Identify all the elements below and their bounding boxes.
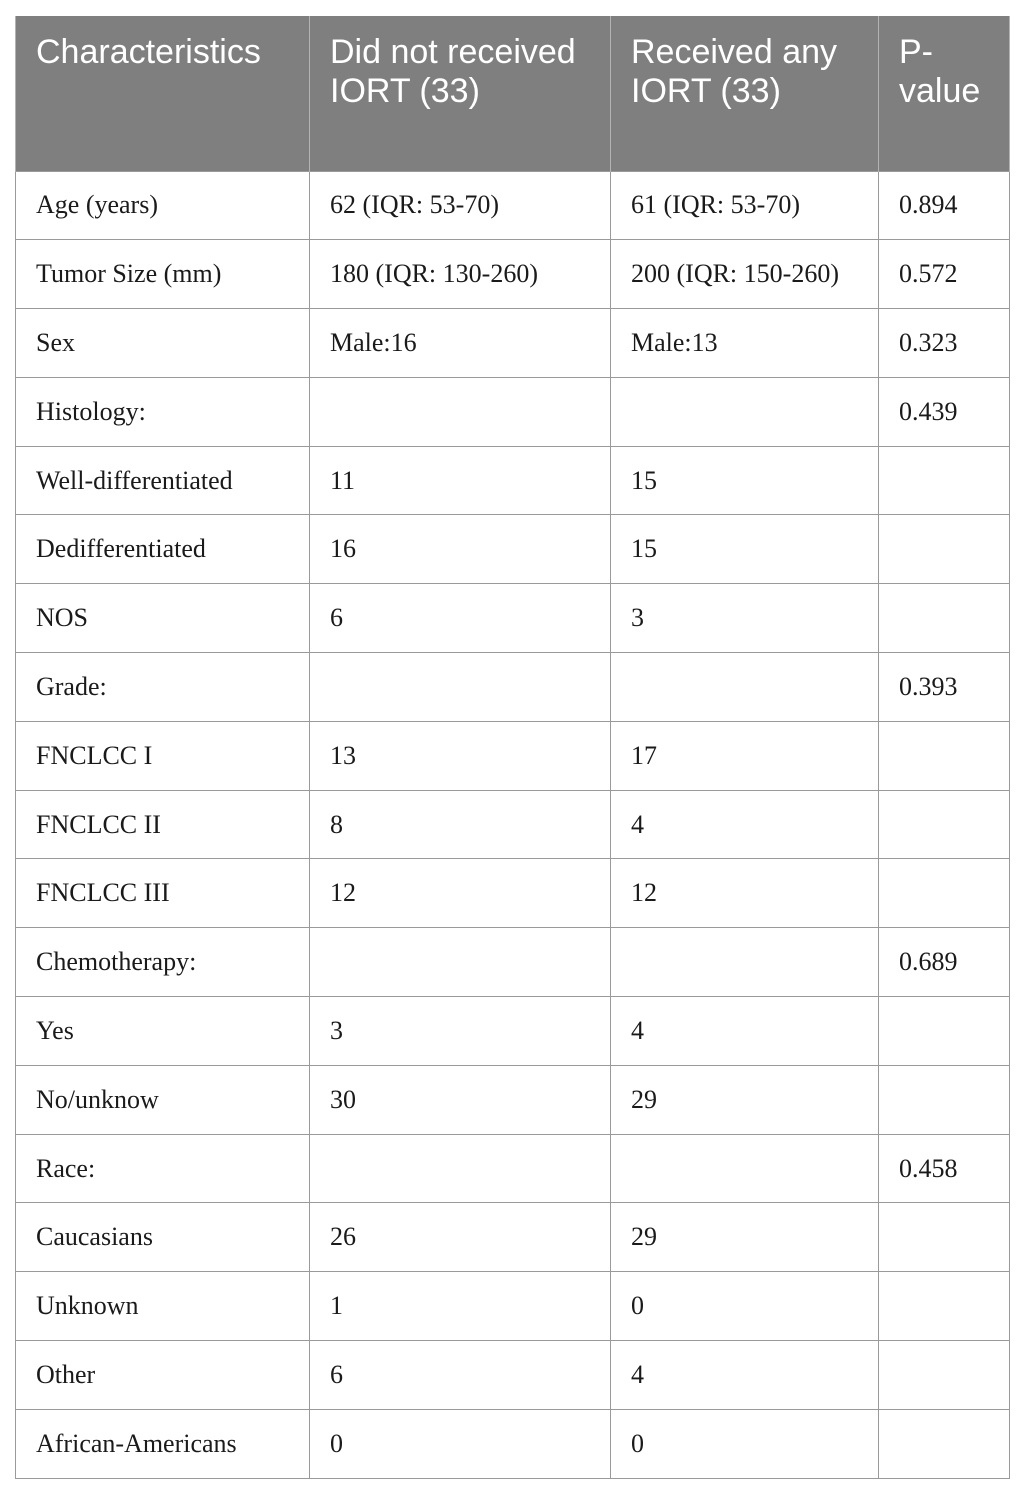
characteristic-cell: Chemotherapy: bbox=[16, 928, 310, 997]
characteristic-cell: Sex bbox=[16, 309, 310, 378]
table-row bbox=[16, 1065, 1010, 1134]
no-iort-cell: 0 bbox=[310, 1409, 611, 1478]
no-iort-cell: 62 (IQR: 53-70) bbox=[310, 171, 611, 240]
no-iort-cell bbox=[310, 928, 611, 997]
header-did-not-receive-iort: Did not received IORT (33) bbox=[310, 16, 611, 171]
table-row bbox=[16, 240, 1010, 309]
p-value-cell bbox=[879, 1409, 1010, 1478]
characteristic-cell: Caucasians bbox=[16, 1203, 310, 1272]
p-value-cell bbox=[879, 446, 1010, 515]
characteristic-cell: FNCLCC II bbox=[16, 790, 310, 859]
no-iort-cell: Male:16 bbox=[310, 309, 611, 378]
iort-cell: 29 bbox=[611, 1065, 879, 1134]
characteristic-cell: FNCLCC III bbox=[16, 859, 310, 928]
p-value-cell bbox=[879, 584, 1010, 653]
characteristic-cell: Age (years) bbox=[16, 171, 310, 240]
no-iort-cell bbox=[310, 653, 611, 722]
characteristic-cell: FNCLCC I bbox=[16, 721, 310, 790]
no-iort-cell: 3 bbox=[310, 997, 611, 1066]
table-row bbox=[16, 309, 1010, 378]
header-received-iort: Received any IORT (33) bbox=[611, 16, 879, 171]
p-value-cell bbox=[879, 515, 1010, 584]
table-row bbox=[16, 584, 1010, 653]
header-characteristics: Characteristics bbox=[16, 16, 310, 171]
p-value-cell bbox=[879, 1272, 1010, 1341]
p-value-cell: 0.689 bbox=[879, 928, 1010, 997]
no-iort-cell: 6 bbox=[310, 584, 611, 653]
p-value-cell: 0.458 bbox=[879, 1134, 1010, 1203]
no-iort-cell: 12 bbox=[310, 859, 611, 928]
p-value-cell bbox=[879, 790, 1010, 859]
p-value-cell bbox=[879, 721, 1010, 790]
iort-cell: 4 bbox=[611, 997, 879, 1066]
iort-cell: Male:13 bbox=[611, 309, 879, 378]
iort-cell bbox=[611, 653, 879, 722]
iort-cell: 3 bbox=[611, 584, 879, 653]
p-value-cell: 0.572 bbox=[879, 240, 1010, 309]
p-value-cell: 0.439 bbox=[879, 377, 1010, 446]
table-row bbox=[16, 1409, 1010, 1478]
characteristic-cell: NOS bbox=[16, 584, 310, 653]
no-iort-cell bbox=[310, 1134, 611, 1203]
table-row bbox=[16, 790, 1010, 859]
table-row bbox=[16, 997, 1010, 1066]
iort-cell: 4 bbox=[611, 790, 879, 859]
table-row bbox=[16, 653, 1010, 722]
iort-cell: 0 bbox=[611, 1409, 879, 1478]
iort-cell: 15 bbox=[611, 515, 879, 584]
no-iort-cell: 16 bbox=[310, 515, 611, 584]
characteristics-table bbox=[15, 16, 1010, 1479]
iort-cell bbox=[611, 377, 879, 446]
p-value-cell: 0.323 bbox=[879, 309, 1010, 378]
iort-cell: 17 bbox=[611, 721, 879, 790]
characteristic-cell: Unknown bbox=[16, 1272, 310, 1341]
p-value-cell bbox=[879, 1203, 1010, 1272]
table-row bbox=[16, 446, 1010, 515]
characteristic-cell: Other bbox=[16, 1341, 310, 1410]
no-iort-cell bbox=[310, 377, 611, 446]
table-row bbox=[16, 928, 1010, 997]
iort-cell bbox=[611, 928, 879, 997]
characteristic-cell: Grade: bbox=[16, 653, 310, 722]
characteristic-cell: Histology: bbox=[16, 377, 310, 446]
no-iort-cell: 13 bbox=[310, 721, 611, 790]
characteristic-cell: African-Americans bbox=[16, 1409, 310, 1478]
no-iort-cell: 11 bbox=[310, 446, 611, 515]
iort-cell: 4 bbox=[611, 1341, 879, 1410]
characteristic-cell: Well-differentiated bbox=[16, 446, 310, 515]
iort-cell: 29 bbox=[611, 1203, 879, 1272]
no-iort-cell: 8 bbox=[310, 790, 611, 859]
table-row bbox=[16, 721, 1010, 790]
table-row bbox=[16, 515, 1010, 584]
header-p-value: P-value bbox=[879, 16, 1010, 171]
p-value-cell bbox=[879, 859, 1010, 928]
table-row bbox=[16, 377, 1010, 446]
iort-cell: 0 bbox=[611, 1272, 879, 1341]
p-value-cell bbox=[879, 1065, 1010, 1134]
no-iort-cell: 180 (IQR: 130-260) bbox=[310, 240, 611, 309]
p-value-cell bbox=[879, 997, 1010, 1066]
table-row bbox=[16, 1272, 1010, 1341]
characteristic-cell: Tumor Size (mm) bbox=[16, 240, 310, 309]
iort-cell: 12 bbox=[611, 859, 879, 928]
no-iort-cell: 26 bbox=[310, 1203, 611, 1272]
table-row bbox=[16, 171, 1010, 240]
characteristic-cell: No/unknow bbox=[16, 1065, 310, 1134]
header-row bbox=[16, 16, 1010, 171]
p-value-cell: 0.393 bbox=[879, 653, 1010, 722]
no-iort-cell: 6 bbox=[310, 1341, 611, 1410]
table-header bbox=[16, 16, 1010, 171]
table-body bbox=[16, 171, 1010, 1478]
no-iort-cell: 1 bbox=[310, 1272, 611, 1341]
table-row bbox=[16, 1134, 1010, 1203]
iort-cell: 61 (IQR: 53-70) bbox=[611, 171, 879, 240]
characteristic-cell: Yes bbox=[16, 997, 310, 1066]
p-value-cell: 0.894 bbox=[879, 171, 1010, 240]
table-row bbox=[16, 1203, 1010, 1272]
iort-cell bbox=[611, 1134, 879, 1203]
p-value-cell bbox=[879, 1341, 1010, 1410]
iort-cell: 200 (IQR: 150-260) bbox=[611, 240, 879, 309]
table-row bbox=[16, 1341, 1010, 1410]
characteristic-cell: Race: bbox=[16, 1134, 310, 1203]
iort-cell: 15 bbox=[611, 446, 879, 515]
no-iort-cell: 30 bbox=[310, 1065, 611, 1134]
characteristic-cell: Dedifferentiated bbox=[16, 515, 310, 584]
table-row bbox=[16, 859, 1010, 928]
